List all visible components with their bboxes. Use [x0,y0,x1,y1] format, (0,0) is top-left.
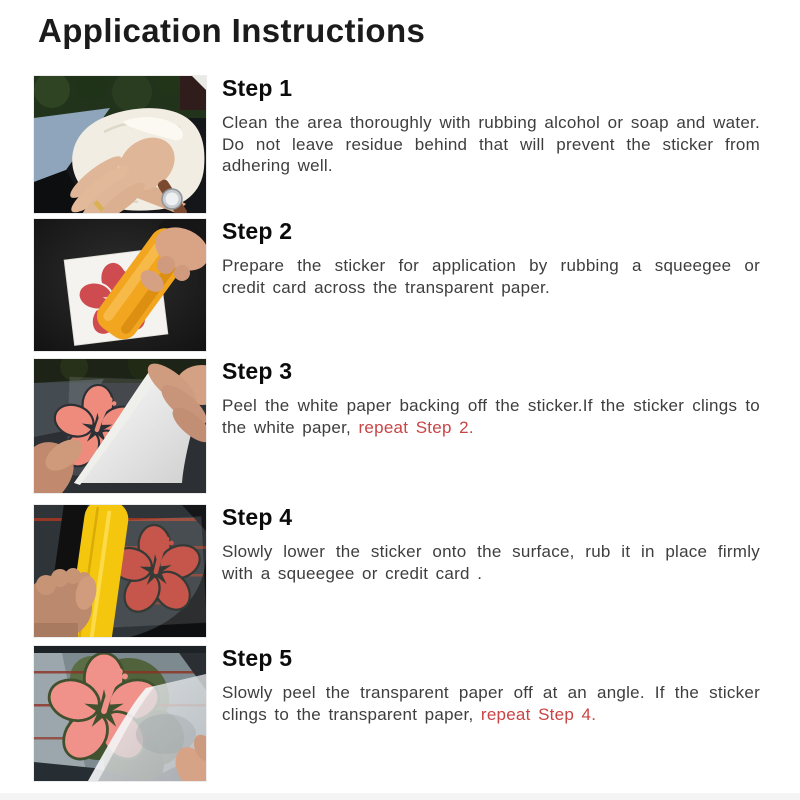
step4-body: Slowly lower the sticker onto the surface, rub it in place firmly with a squeegee or credit card . [222,542,760,583]
step4-heading: Step 4 [222,504,293,530]
squeegee-paper-photo-illustration [34,219,206,351]
step1-body: Clean the area thoroughly with rubbing alcohol or soap and water. Do not leave residue behind that will prevent the sticker from adhering well. [222,113,760,175]
page-title: Application Instructions [38,12,426,49]
apply-sticker-photo-illustration [34,505,206,637]
step3-red-text: repeat Step 2. [358,417,474,437]
step2-heading: Step 2 [222,218,293,244]
step5-body: Slowly peel the transparent paper off at an angle. If the sticker clings to the transparent paper, repeat Step 4. [222,683,760,724]
peel-transparent-photo-illustration [34,646,206,781]
step4-photo-apply-sticker [33,504,207,638]
step3-heading: Step 3 [222,358,293,384]
step1-heading: Step 1 [222,75,293,101]
peel-backing-photo-illustration [34,359,206,493]
step2-body: Prepare the sticker for application by rubbing a squeegee or credit card across the transparent paper. [222,256,760,297]
step3-photo-peel-backing [33,358,207,494]
footer-strip [0,793,800,800]
step2-photo-squeegee-paper [33,218,207,352]
step5-photo-peel-transparent [33,645,207,782]
step1-photo-cleaning [33,75,207,214]
step5-heading: Step 5 [222,645,293,671]
step5-red-text: repeat Step 4. [480,704,597,724]
cleaning-photo-illustration [34,76,206,213]
step3-body: Peel the white paper backing off the sticker.If the sticker clings to the white paper, repeat Step 2. [222,396,760,437]
